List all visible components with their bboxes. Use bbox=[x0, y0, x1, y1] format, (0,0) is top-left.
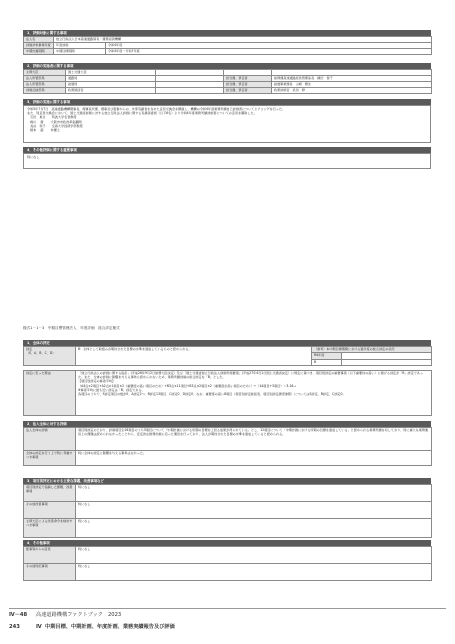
table-row bbox=[24, 88, 432, 94]
label-cell: 評価対象事業年度 bbox=[24, 43, 54, 49]
text-line: また、同意見交換会において、国土交通省評価に対する独立行政法人評価に関する有識者委員（以下6名）より令和4年度業務実績評価書についての意見を聴取した。 bbox=[27, 111, 257, 116]
section-header-evaluator: 2．評価の実施者に関する事項 bbox=[23, 63, 431, 69]
value-cell: 鉄道局 bbox=[66, 82, 156, 88]
target-info-table bbox=[23, 36, 432, 55]
value-cell: 政策評価官 武田 修 bbox=[272, 88, 432, 94]
value-cell: 特になし bbox=[76, 502, 432, 519]
section-header-issues: 3．項目別評定における主要な課題、改善事項など bbox=[23, 478, 431, 484]
value-cell: 政策統括官 bbox=[66, 88, 156, 94]
reference-header: （参考）本中期目標期間における過年度の総合評定の状況 bbox=[312, 347, 432, 353]
table-row bbox=[24, 519, 432, 538]
value-cell: 令和4年度 bbox=[106, 43, 432, 49]
reference-year: R4年度 bbox=[312, 353, 342, 359]
text-line: （A4点×2項目+A2点×1項目×2（重要度の高い項目のため）+B3点×11項目+B3点×2項目×2（重要度が高い項目のため））÷（14項目+3項目）＝3.16→ bbox=[78, 383, 296, 388]
label-cell: 主務大臣による改善命令を検討すべき事項 bbox=[24, 519, 76, 538]
page-number: 243 bbox=[9, 624, 20, 630]
reference-rating: B bbox=[312, 359, 342, 365]
corporate-evaluation-table bbox=[23, 427, 432, 466]
chapter-title: 中期目標、中期計画、年度計画、業務実績報告及び評価 bbox=[45, 624, 175, 630]
value-cell: 鉄道事業課長 山崎 雅生 bbox=[272, 82, 432, 88]
label-cell: 評価点検部局 bbox=[24, 88, 66, 94]
value-cell: 独立行政法人日本高速道路保有・債務返済機構 bbox=[54, 37, 432, 43]
label-cell: 担当課、責任者 bbox=[224, 82, 272, 88]
issues-table bbox=[23, 484, 432, 538]
table-row bbox=[24, 49, 432, 55]
footer-divider bbox=[9, 608, 446, 609]
value-cell: 年度評価 bbox=[54, 43, 106, 49]
value-cell: 特になし bbox=[76, 485, 432, 502]
text-line: 【項目別評定の算術平均】 bbox=[78, 379, 116, 384]
label-cell: 担当課、責任者 bbox=[224, 76, 272, 82]
value-cell: 道路局 bbox=[66, 76, 156, 82]
section-header-other: 4．その他事項 bbox=[23, 540, 431, 546]
label-cell: 主務大臣 bbox=[24, 70, 66, 76]
table-row bbox=[24, 502, 432, 519]
value-cell: 令和4年度～令和7年度 bbox=[106, 49, 432, 55]
reason-table bbox=[23, 370, 432, 416]
label-cell: 項目別評定で指摘した課題、改善事項 bbox=[24, 485, 76, 502]
value-cell: 特に全体の評定に影響を与える事象はなかった。 bbox=[76, 451, 432, 466]
table-row bbox=[24, 547, 432, 564]
label-cell: 評定に至った理由 bbox=[24, 371, 76, 416]
label-cell: 法人所管部局 bbox=[24, 82, 66, 88]
overall-rating-table bbox=[23, 346, 432, 366]
value-cell: 項目別評定のとおり、評価項目全16項目のうち3項目について「中期計画における所期の目標を上回る成果が得られている」とし、12項目について「中期計画における所期の目標を達成している」と認められる業務実績を有しており、特に重大な業務運営上の課題は認められなかったことから、安定的な財務計画に沿った運営を行っており、法人が期待された目標の水準を達成していると認められる。 bbox=[76, 428, 432, 451]
label-cell: 担当課、責任者 bbox=[224, 88, 272, 94]
section-header-target: 1．評価対象に関する事項 bbox=[23, 30, 431, 36]
table-row bbox=[24, 485, 432, 502]
implementation-text-box bbox=[23, 105, 431, 143]
text-line: ※算術平均に最も近い評定は「B」評定である。 bbox=[78, 387, 145, 392]
chapter-numeral: Ⅳ bbox=[36, 624, 42, 630]
rating-label: 評定 bbox=[26, 347, 33, 351]
form-caption: 様式1－1－3 中期目標管理法人 年度評価 総合評定様式 bbox=[23, 326, 120, 330]
value-cell: 特になし bbox=[76, 519, 432, 538]
section-header-other-matters: 4．その他評価に関する重要事項 bbox=[23, 147, 431, 153]
text-line: 長谷 和子 全森大学経済学部教授 bbox=[27, 123, 83, 128]
text-line: 「独立行政法人の評価に関する指針」(平成26年9月2日総務大臣決定）及び「国土交通省独立行政法人評価実施要領」(平成27年4月1日国土交通省決定）に規定に基づき、項目別評定の重要事項（以下重要性の高い）に掲げる評定が「B」評定であった。また、全体の評価に影響を与える事象も認められないため、業務実績評価の総合評定を「B」とした。 bbox=[78, 371, 423, 380]
text-line: 梅川 徹 大阪市市政改革室顧問 bbox=[27, 119, 82, 124]
text-line: 特になし bbox=[27, 155, 40, 159]
sublabel-cell: 中期目標期間 bbox=[54, 49, 106, 55]
reason-text bbox=[76, 371, 432, 416]
label-cell: 法人名 bbox=[24, 37, 54, 43]
value-cell bbox=[156, 88, 224, 94]
other-matters-box bbox=[23, 153, 431, 169]
section-header-corporate-evaluation: 2．法人全体に対する評価 bbox=[23, 421, 431, 427]
text-line: 令和5年7月7日 高速道路機構理事長、理事長代理、理事及び監事からの、外部有識者を含めた意見交換会を開催し、機構の令和4年度業務実績自己評価書についてヒアリングを行った。 bbox=[27, 107, 286, 111]
label-cell: 法人全体の評価 bbox=[24, 428, 76, 451]
label-cell: 法人所管部局 bbox=[24, 76, 66, 82]
rating-value: B：全体として取組みが期待された目標の水準を達成しているものと認められる。 bbox=[76, 347, 312, 366]
value-cell: 国土交通大臣 bbox=[66, 70, 156, 76]
table-row bbox=[24, 428, 432, 451]
text-line: 各項目のうちで、S評定項目の数が0、A評定2つ、B評定13項目、C評定0、D評定0、なお、重要度の高い8項目（項目別評定総括表、項目別評定調書参照）についてはS評定、B評定、C評定0。 bbox=[78, 391, 346, 396]
value-cell: 特になし bbox=[76, 547, 432, 564]
label-cell: その他特記事項 bbox=[24, 564, 76, 581]
table-row bbox=[24, 371, 432, 416]
rating-sub-label: （S、A、B、C、D） bbox=[26, 351, 56, 356]
label-cell: 全体の評定を行う上で特に考慮すべき事項 bbox=[24, 451, 76, 466]
section-header-implementation: 3．評価の実施に関する事項 bbox=[23, 99, 431, 105]
value-cell bbox=[342, 359, 432, 365]
section-header-overall-rating: 1．全体の評定 bbox=[23, 340, 431, 346]
other-table bbox=[23, 546, 432, 581]
value-cell: 特になし bbox=[76, 564, 432, 581]
text-line: 根本 藤 弁護士 bbox=[27, 127, 60, 132]
text-line: 石田 東生 筑波大学名誉教授 bbox=[27, 115, 77, 120]
label-cell: 中期計画期間 bbox=[24, 49, 54, 55]
label-cell: その他改善事項 bbox=[24, 502, 76, 519]
book-title: 高速道路機構ファクトブック 2023 bbox=[36, 612, 122, 618]
label-cell bbox=[24, 347, 76, 366]
page-ref: Ⅳ－48 bbox=[9, 612, 28, 618]
evaluator-table bbox=[23, 69, 432, 94]
table-row bbox=[24, 451, 432, 466]
table-row bbox=[24, 564, 432, 581]
value-cell: 総務課高速道路経営管理室長 横田 智子 bbox=[272, 76, 432, 82]
label-cell: 監事等からの意見 bbox=[24, 547, 76, 564]
